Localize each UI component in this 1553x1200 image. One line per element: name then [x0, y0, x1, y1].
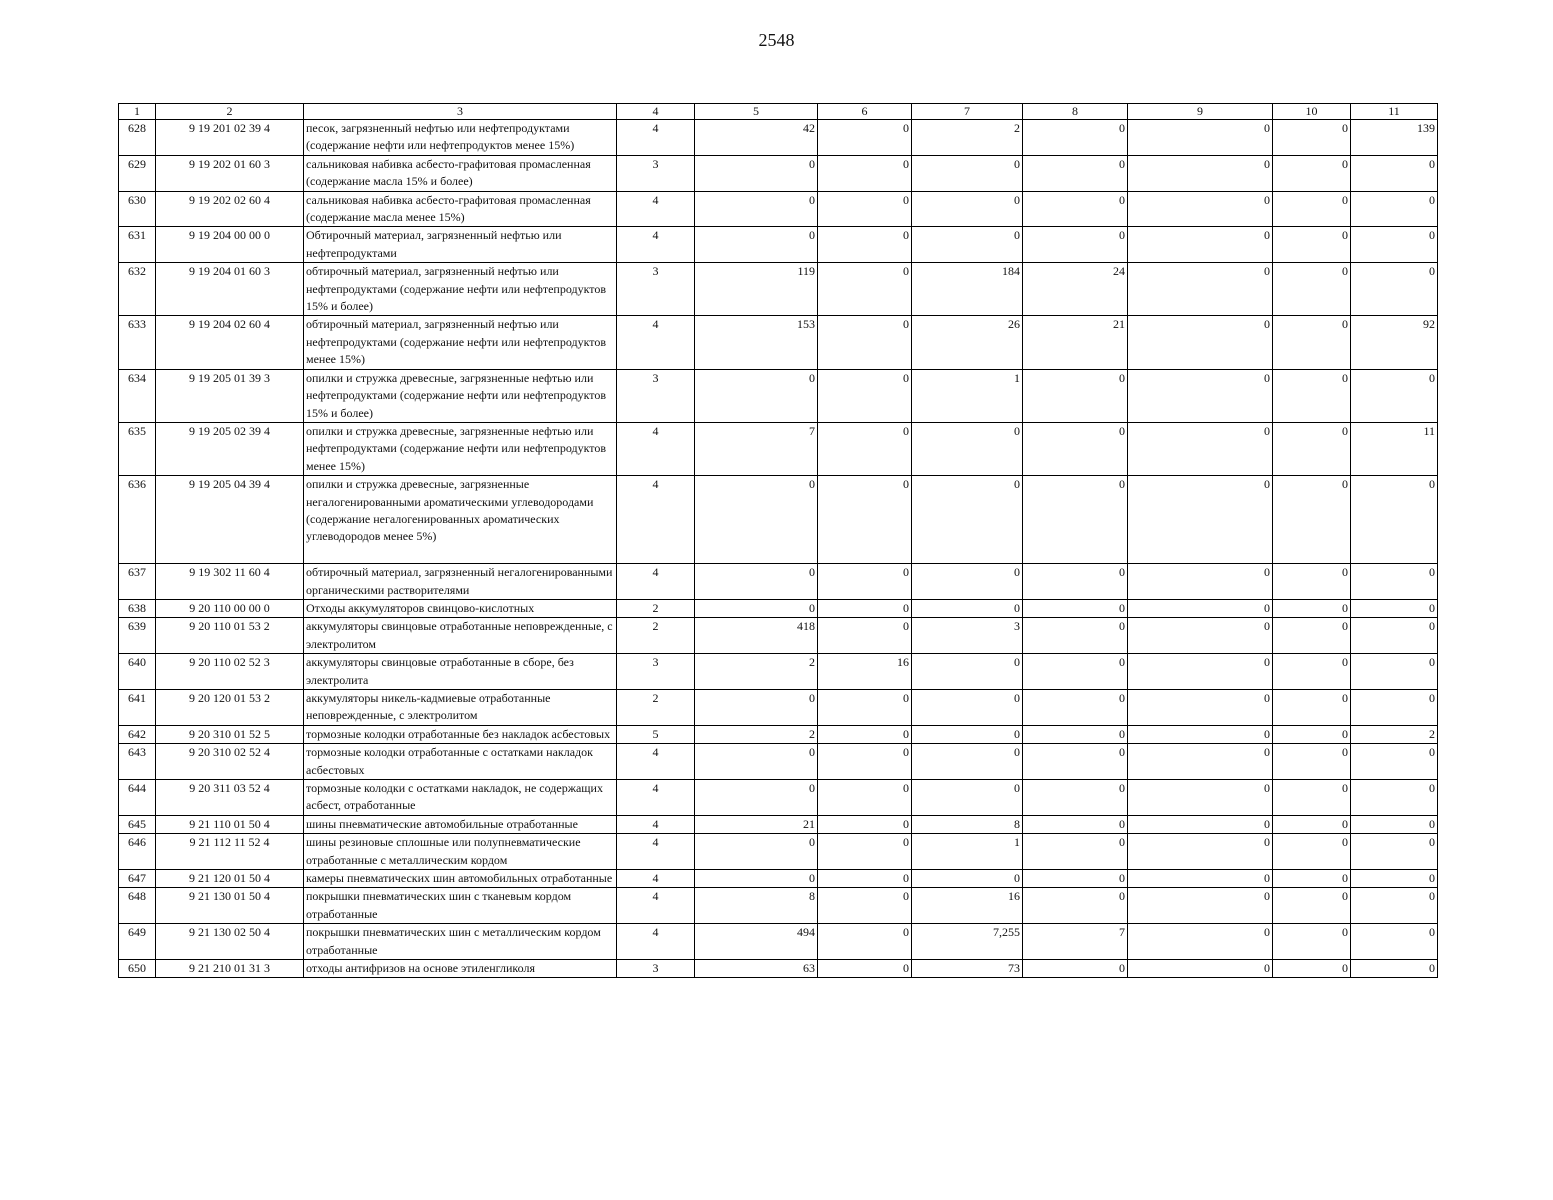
page-number: 2548: [758, 30, 795, 50]
value-cell-col8: 0: [1023, 815, 1128, 833]
row-number-cell: 645: [119, 815, 156, 833]
waste-name-cell: обтирочный материал, загрязненный негалогенированными органическими растворителями: [304, 564, 617, 600]
hazard-class-cell: 4: [617, 120, 695, 156]
value-cell-col6: 0: [818, 870, 912, 888]
value-cell-col7: 0: [912, 155, 1023, 191]
value-cell-col9: 0: [1128, 618, 1273, 654]
column-header: 3: [304, 104, 617, 120]
value-cell-col7: 0: [912, 564, 1023, 600]
row-number-cell: 648: [119, 888, 156, 924]
value-cell-col11: 0: [1351, 227, 1438, 263]
waste-name-cell: опилки и стружка древесные, загрязненные нефтью или нефтепродуктами (содержание нефти или нефтепродуктов менее 15%): [304, 422, 617, 475]
value-cell-col6: 0: [818, 422, 912, 475]
row-number-cell: 631: [119, 227, 156, 263]
row-number-cell: 647: [119, 870, 156, 888]
value-cell-col6: 0: [818, 924, 912, 960]
value-cell-col8: 0: [1023, 654, 1128, 690]
value-cell-col10: 0: [1273, 422, 1351, 475]
value-cell-col9: 0: [1128, 654, 1273, 690]
table-row: [119, 654, 1438, 690]
value-cell-col6: 0: [818, 689, 912, 725]
value-cell-col5: 0: [695, 476, 818, 564]
row-number-cell: 642: [119, 725, 156, 743]
row-number-cell: 634: [119, 369, 156, 422]
value-cell-col10: 0: [1273, 924, 1351, 960]
value-cell-col5: 8: [695, 888, 818, 924]
table-row: [119, 960, 1438, 978]
value-cell-col5: 0: [695, 564, 818, 600]
fkko-code-cell: 9 20 310 02 52 4: [156, 744, 304, 780]
fkko-code-cell: 9 19 201 02 39 4: [156, 120, 304, 156]
value-cell-col5: 7: [695, 422, 818, 475]
table-row: [119, 744, 1438, 780]
waste-name-cell: аккумуляторы свинцовые отработанные неповрежденные, с электролитом: [304, 618, 617, 654]
hazard-class-cell: 3: [617, 960, 695, 978]
value-cell-col9: 0: [1128, 960, 1273, 978]
value-cell-col5: 0: [695, 227, 818, 263]
value-cell-col5: 153: [695, 316, 818, 369]
value-cell-col11: 0: [1351, 960, 1438, 978]
hazard-class-cell: 3: [617, 654, 695, 690]
value-cell-col7: 1: [912, 369, 1023, 422]
hazard-class-cell: 4: [617, 744, 695, 780]
value-cell-col10: 0: [1273, 888, 1351, 924]
hazard-class-cell: 4: [617, 191, 695, 227]
value-cell-col7: 0: [912, 725, 1023, 743]
row-number-cell: 633: [119, 316, 156, 369]
value-cell-col8: 0: [1023, 155, 1128, 191]
value-cell-col9: 0: [1128, 744, 1273, 780]
table-row: [119, 422, 1438, 475]
waste-name-cell: покрышки пневматических шин с металлическим кордом отработанные: [304, 924, 617, 960]
value-cell-col10: 0: [1273, 870, 1351, 888]
column-number-row: [119, 104, 1438, 120]
fkko-code-cell: 9 20 110 02 52 3: [156, 654, 304, 690]
value-cell-col9: 0: [1128, 263, 1273, 316]
table-row: [119, 689, 1438, 725]
value-cell-col9: 0: [1128, 780, 1273, 816]
value-cell-col11: 11: [1351, 422, 1438, 475]
waste-name-cell: обтирочный материал, загрязненный нефтью или нефтепродуктами (содержание нефти или нефтепродуктов менее 15%): [304, 316, 617, 369]
row-number-cell: 632: [119, 263, 156, 316]
value-cell-col9: 0: [1128, 422, 1273, 475]
value-cell-col10: 0: [1273, 476, 1351, 564]
value-cell-col9: 0: [1128, 191, 1273, 227]
value-cell-col11: 2: [1351, 725, 1438, 743]
waste-name-cell: песок, загрязненный нефтью или нефтепродуктами (содержание нефти или нефтепродуктов менее 15%): [304, 120, 617, 156]
row-number-cell: 629: [119, 155, 156, 191]
value-cell-col6: 0: [818, 834, 912, 870]
waste-name-cell: отходы антифризов на основе этиленгликоля: [304, 960, 617, 978]
value-cell-col5: 0: [695, 834, 818, 870]
row-number-cell: 638: [119, 599, 156, 617]
row-number-cell: 650: [119, 960, 156, 978]
value-cell-col8: 0: [1023, 870, 1128, 888]
value-cell-col10: 0: [1273, 120, 1351, 156]
value-cell-col7: 16: [912, 888, 1023, 924]
hazard-class-cell: 4: [617, 227, 695, 263]
value-cell-col7: 0: [912, 599, 1023, 617]
value-cell-col7: 26: [912, 316, 1023, 369]
row-number-cell: 636: [119, 476, 156, 564]
value-cell-col5: 119: [695, 263, 818, 316]
column-header: 8: [1023, 104, 1128, 120]
value-cell-col7: 0: [912, 191, 1023, 227]
hazard-class-cell: 4: [617, 564, 695, 600]
value-cell-col6: 0: [818, 618, 912, 654]
value-cell-col11: 0: [1351, 654, 1438, 690]
value-cell-col5: 0: [695, 369, 818, 422]
value-cell-col8: 0: [1023, 744, 1128, 780]
fkko-code-cell: 9 19 205 02 39 4: [156, 422, 304, 475]
value-cell-col6: 0: [818, 120, 912, 156]
value-cell-col11: 0: [1351, 870, 1438, 888]
value-cell-col9: 0: [1128, 888, 1273, 924]
row-number-cell: 635: [119, 422, 156, 475]
table-row: [119, 369, 1438, 422]
hazard-class-cell: 4: [617, 888, 695, 924]
value-cell-col9: 0: [1128, 316, 1273, 369]
column-header: 7: [912, 104, 1023, 120]
value-cell-col10: 0: [1273, 599, 1351, 617]
fkko-code-cell: 9 20 110 01 53 2: [156, 618, 304, 654]
value-cell-col7: 3: [912, 618, 1023, 654]
value-cell-col8: 0: [1023, 689, 1128, 725]
table-row: [119, 155, 1438, 191]
value-cell-col9: 0: [1128, 599, 1273, 617]
fkko-code-cell: 9 19 302 11 60 4: [156, 564, 304, 600]
row-number-cell: 641: [119, 689, 156, 725]
table-row: [119, 564, 1438, 600]
table-row: [119, 834, 1438, 870]
hazard-class-cell: 5: [617, 725, 695, 743]
fkko-code-cell: 9 20 310 01 52 5: [156, 725, 304, 743]
fkko-code-cell: 9 20 110 00 00 0: [156, 599, 304, 617]
fkko-code-cell: 9 20 120 01 53 2: [156, 689, 304, 725]
value-cell-col8: 0: [1023, 960, 1128, 978]
table-row: [119, 191, 1438, 227]
hazard-class-cell: 4: [617, 422, 695, 475]
value-cell-col5: 0: [695, 191, 818, 227]
value-cell-col10: 0: [1273, 725, 1351, 743]
value-cell-col6: 0: [818, 888, 912, 924]
waste-name-cell: аккумуляторы никель-кадмиевые отработанные неповрежденные, с электролитом: [304, 689, 617, 725]
row-number-cell: 643: [119, 744, 156, 780]
value-cell-col11: 92: [1351, 316, 1438, 369]
waste-name-cell: аккумуляторы свинцовые отработанные в сборе, без электролита: [304, 654, 617, 690]
fkko-code-cell: 9 21 130 01 50 4: [156, 888, 304, 924]
hazard-class-cell: 4: [617, 924, 695, 960]
value-cell-col9: 0: [1128, 725, 1273, 743]
row-number-cell: 637: [119, 564, 156, 600]
value-cell-col10: 0: [1273, 564, 1351, 600]
value-cell-col9: 0: [1128, 120, 1273, 156]
value-cell-col10: 0: [1273, 155, 1351, 191]
value-cell-col9: 0: [1128, 155, 1273, 191]
value-cell-col11: 0: [1351, 689, 1438, 725]
value-cell-col10: 0: [1273, 689, 1351, 725]
fkko-code-cell: 9 19 204 01 60 3: [156, 263, 304, 316]
value-cell-col8: 0: [1023, 618, 1128, 654]
row-number-cell: 630: [119, 191, 156, 227]
value-cell-col5: 494: [695, 924, 818, 960]
hazard-class-cell: 2: [617, 689, 695, 725]
waste-name-cell: Обтирочный материал, загрязненный нефтью или нефтепродуктами: [304, 227, 617, 263]
value-cell-col9: 0: [1128, 369, 1273, 422]
value-cell-col5: 0: [695, 744, 818, 780]
value-cell-col10: 0: [1273, 780, 1351, 816]
waste-name-cell: опилки и стружка древесные, загрязненные нефтью или нефтепродуктами (содержание нефти или нефтепродуктов 15% и более): [304, 369, 617, 422]
value-cell-col10: 0: [1273, 227, 1351, 263]
value-cell-col8: 0: [1023, 888, 1128, 924]
value-cell-col11: 0: [1351, 599, 1438, 617]
value-cell-col7: 73: [912, 960, 1023, 978]
value-cell-col8: 24: [1023, 263, 1128, 316]
value-cell-col11: 0: [1351, 744, 1438, 780]
table-row: [119, 725, 1438, 743]
value-cell-col5: 2: [695, 654, 818, 690]
value-cell-col5: 0: [695, 870, 818, 888]
table-row: [119, 815, 1438, 833]
row-number-cell: 639: [119, 618, 156, 654]
value-cell-col9: 0: [1128, 924, 1273, 960]
value-cell-col10: 0: [1273, 654, 1351, 690]
waste-name-cell: Отходы аккумуляторов свинцово-кислотных: [304, 599, 617, 617]
fkko-code-cell: 9 19 204 02 60 4: [156, 316, 304, 369]
hazard-class-cell: 4: [617, 780, 695, 816]
fkko-code-cell: 9 19 205 01 39 3: [156, 369, 304, 422]
value-cell-col9: 0: [1128, 815, 1273, 833]
value-cell-col7: 8: [912, 815, 1023, 833]
value-cell-col8: 0: [1023, 476, 1128, 564]
value-cell-col10: 0: [1273, 744, 1351, 780]
value-cell-col9: 0: [1128, 870, 1273, 888]
fkko-code-cell: 9 21 130 02 50 4: [156, 924, 304, 960]
fkko-code-cell: 9 19 204 00 00 0: [156, 227, 304, 263]
value-cell-col8: 0: [1023, 599, 1128, 617]
waste-name-cell: камеры пневматических шин автомобильных отработанные: [304, 870, 617, 888]
value-cell-col11: 0: [1351, 618, 1438, 654]
value-cell-col11: 0: [1351, 924, 1438, 960]
value-cell-col5: 21: [695, 815, 818, 833]
row-number-cell: 640: [119, 654, 156, 690]
value-cell-col7: 1: [912, 834, 1023, 870]
row-number-cell: 646: [119, 834, 156, 870]
hazard-class-cell: 2: [617, 599, 695, 617]
value-cell-col6: 0: [818, 369, 912, 422]
hazard-class-cell: 4: [617, 316, 695, 369]
value-cell-col7: 2: [912, 120, 1023, 156]
value-cell-col5: 0: [695, 155, 818, 191]
value-cell-col10: 0: [1273, 815, 1351, 833]
value-cell-col8: 0: [1023, 564, 1128, 600]
value-cell-col11: 0: [1351, 369, 1438, 422]
value-cell-col11: 0: [1351, 155, 1438, 191]
value-cell-col8: 0: [1023, 834, 1128, 870]
waste-name-cell: тормозные колодки отработанные с остатками накладок асбестовых: [304, 744, 617, 780]
value-cell-col9: 0: [1128, 476, 1273, 564]
table-row: [119, 227, 1438, 263]
row-number-cell: 644: [119, 780, 156, 816]
value-cell-col9: 0: [1128, 564, 1273, 600]
value-cell-col7: 0: [912, 744, 1023, 780]
waste-name-cell: сальниковая набивка асбесто-графитовая промасленная (содержание масла менее 15%): [304, 191, 617, 227]
value-cell-col6: 0: [818, 780, 912, 816]
value-cell-col7: 0: [912, 227, 1023, 263]
value-cell-col5: 63: [695, 960, 818, 978]
waste-name-cell: шины пневматические автомобильные отработанные: [304, 815, 617, 833]
table-row: [119, 870, 1438, 888]
table-row: [119, 316, 1438, 369]
value-cell-col6: 16: [818, 654, 912, 690]
value-cell-col5: 0: [695, 599, 818, 617]
column-header: 5: [695, 104, 818, 120]
value-cell-col11: 0: [1351, 476, 1438, 564]
value-cell-col6: 0: [818, 960, 912, 978]
column-header: 4: [617, 104, 695, 120]
hazard-class-cell: 3: [617, 263, 695, 316]
value-cell-col10: 0: [1273, 263, 1351, 316]
table-row: [119, 120, 1438, 156]
column-header: 6: [818, 104, 912, 120]
value-cell-col7: 0: [912, 476, 1023, 564]
table-body: [119, 120, 1438, 978]
value-cell-col10: 0: [1273, 316, 1351, 369]
hazard-class-cell: 3: [617, 155, 695, 191]
hazard-class-cell: 4: [617, 870, 695, 888]
value-cell-col11: 0: [1351, 888, 1438, 924]
value-cell-col8: 0: [1023, 725, 1128, 743]
fkko-code-cell: 9 21 210 01 31 3: [156, 960, 304, 978]
table-row: [119, 476, 1438, 564]
value-cell-col9: 0: [1128, 227, 1273, 263]
table-row: [119, 263, 1438, 316]
value-cell-col6: 0: [818, 744, 912, 780]
value-cell-col7: 7,255: [912, 924, 1023, 960]
value-cell-col11: 0: [1351, 780, 1438, 816]
row-number-cell: 649: [119, 924, 156, 960]
value-cell-col11: 0: [1351, 564, 1438, 600]
value-cell-col5: 42: [695, 120, 818, 156]
fkko-code-cell: 9 21 110 01 50 4: [156, 815, 304, 833]
value-cell-col6: 0: [818, 476, 912, 564]
value-cell-col8: 0: [1023, 422, 1128, 475]
value-cell-col11: 0: [1351, 191, 1438, 227]
value-cell-col11: 0: [1351, 815, 1438, 833]
value-cell-col8: 0: [1023, 227, 1128, 263]
fkko-code-cell: 9 21 112 11 52 4: [156, 834, 304, 870]
value-cell-col7: 184: [912, 263, 1023, 316]
value-cell-col7: 0: [912, 870, 1023, 888]
waste-name-cell: тормозные колодки отработанные без накладок асбестовых: [304, 725, 617, 743]
fkko-code-cell: 9 21 120 01 50 4: [156, 870, 304, 888]
value-cell-col8: 0: [1023, 780, 1128, 816]
value-cell-col10: 0: [1273, 960, 1351, 978]
waste-name-cell: обтирочный материал, загрязненный нефтью или нефтепродуктами (содержание нефти или нефтепродуктов 15% и более): [304, 263, 617, 316]
value-cell-col9: 0: [1128, 689, 1273, 725]
value-cell-col6: 0: [818, 155, 912, 191]
column-header: 1: [119, 104, 156, 120]
fkko-code-cell: 9 20 311 03 52 4: [156, 780, 304, 816]
value-cell-col5: 418: [695, 618, 818, 654]
value-cell-col5: 0: [695, 689, 818, 725]
table-row: [119, 780, 1438, 816]
value-cell-col6: 0: [818, 815, 912, 833]
hazard-class-cell: 4: [617, 476, 695, 564]
waste-name-cell: сальниковая набивка асбесто-графитовая промасленная (содержание масла 15% и более): [304, 155, 617, 191]
value-cell-col8: 0: [1023, 120, 1128, 156]
value-cell-col8: 0: [1023, 191, 1128, 227]
value-cell-col8: 0: [1023, 369, 1128, 422]
table-row: [119, 618, 1438, 654]
value-cell-col10: 0: [1273, 191, 1351, 227]
value-cell-col8: 21: [1023, 316, 1128, 369]
value-cell-col6: 0: [818, 191, 912, 227]
value-cell-col11: 139: [1351, 120, 1438, 156]
value-cell-col7: 0: [912, 689, 1023, 725]
value-cell-col7: 0: [912, 422, 1023, 475]
fkko-code-cell: 9 19 202 02 60 4: [156, 191, 304, 227]
hazard-class-cell: 4: [617, 815, 695, 833]
hazard-class-cell: 4: [617, 834, 695, 870]
waste-name-cell: шины резиновые сплошные или полупневматические отработанные с металлическим кордом: [304, 834, 617, 870]
value-cell-col6: 0: [818, 263, 912, 316]
fkko-code-cell: 9 19 202 01 60 3: [156, 155, 304, 191]
column-header: 11: [1351, 104, 1438, 120]
waste-name-cell: опилки и стружка древесные, загрязненные негалогенированными ароматическими углеводородами (содержание негалогенированных ароматических углеводородов менее 5%): [304, 476, 617, 564]
hazard-class-cell: 2: [617, 618, 695, 654]
value-cell-col10: 0: [1273, 618, 1351, 654]
column-header: 2: [156, 104, 304, 120]
waste-registry-table: [118, 103, 1438, 978]
waste-name-cell: покрышки пневматических шин с тканевым кордом отработанные: [304, 888, 617, 924]
value-cell-col6: 0: [818, 227, 912, 263]
value-cell-col6: 0: [818, 564, 912, 600]
value-cell-col7: 0: [912, 780, 1023, 816]
table-row: [119, 599, 1438, 617]
value-cell-col6: 0: [818, 599, 912, 617]
value-cell-col10: 0: [1273, 834, 1351, 870]
value-cell-col6: 0: [818, 316, 912, 369]
column-header: 10: [1273, 104, 1351, 120]
value-cell-col11: 0: [1351, 834, 1438, 870]
hazard-class-cell: 3: [617, 369, 695, 422]
waste-name-cell: тормозные колодки с остатками накладок, не содержащих асбест, отработанные: [304, 780, 617, 816]
table-row: [119, 888, 1438, 924]
value-cell-col5: 0: [695, 780, 818, 816]
value-cell-col9: 0: [1128, 834, 1273, 870]
fkko-code-cell: 9 19 205 04 39 4: [156, 476, 304, 564]
column-header: 9: [1128, 104, 1273, 120]
value-cell-col8: 7: [1023, 924, 1128, 960]
value-cell-col11: 0: [1351, 263, 1438, 316]
value-cell-col5: 2: [695, 725, 818, 743]
value-cell-col10: 0: [1273, 369, 1351, 422]
value-cell-col7: 0: [912, 654, 1023, 690]
table-row: [119, 924, 1438, 960]
row-number-cell: 628: [119, 120, 156, 156]
value-cell-col6: 0: [818, 725, 912, 743]
